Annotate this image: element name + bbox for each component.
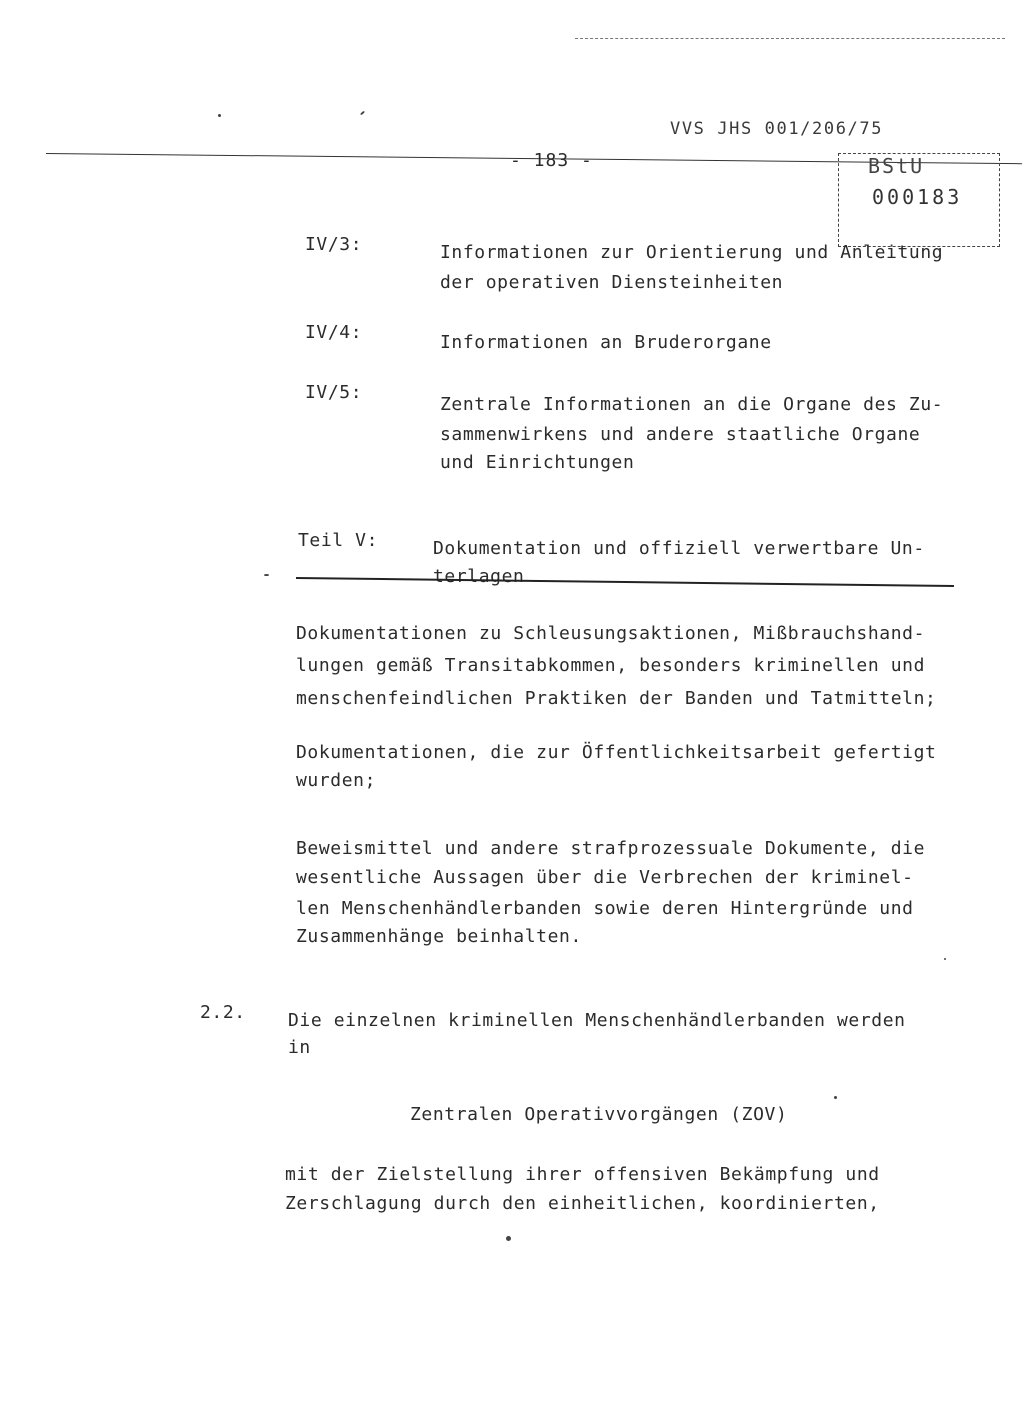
section-line: und Einrichtungen xyxy=(440,452,635,473)
paragraph-line: Zusammenhänge beinhalten. xyxy=(296,926,582,947)
section-2-2-line: in xyxy=(288,1037,311,1058)
paragraph-line: menschenfeindlichen Praktiken der Banden und Tatmitteln; xyxy=(296,688,937,709)
paragraph-line: lungen gemäß Transitabkommen, besonders kriminellen und xyxy=(296,655,926,676)
scan-speck xyxy=(360,111,365,116)
section-label: IV/3: xyxy=(305,234,363,255)
centered-line: Zentralen Operativvorgängen (ZOV) xyxy=(410,1104,788,1125)
section-2-2-line: Die einzelnen kriminellen Menschenhändlerbanden werden xyxy=(288,1010,906,1031)
stamp-number: 000183 xyxy=(872,185,963,209)
paragraph-line: Beweismittel und andere strafprozessuale Dokumente, die xyxy=(296,838,926,859)
paragraph-line: wurden; xyxy=(296,770,377,791)
paragraph-line: wesentliche Aussagen über die Verbrechen der kriminel- xyxy=(296,867,914,888)
paragraph-line: len Menschenhändlerbanden sowie deren Hintergründe und xyxy=(296,898,914,919)
page-number: - 183 - xyxy=(510,150,593,171)
section-line: Informationen an Bruderorgane xyxy=(440,332,772,353)
top-dashed-line xyxy=(575,38,1005,39)
scan-speck xyxy=(506,1236,511,1241)
scan-speck xyxy=(264,574,269,576)
section-label: IV/4: xyxy=(305,322,363,343)
continuation-line: Zerschlagung durch den einheitlichen, koordinierten, xyxy=(285,1193,880,1214)
stamp-archive-label: BStU xyxy=(868,154,925,178)
teil-v-heading-line: terlagen xyxy=(433,566,525,587)
scan-speck xyxy=(944,958,946,960)
scan-speck xyxy=(834,1096,837,1099)
teil-v-label: Teil V: xyxy=(298,530,379,551)
section-line: Zentrale Informationen an die Organe des Zu- xyxy=(440,394,944,415)
section-line: der operativen Diensteinheiten xyxy=(440,272,784,293)
continuation-line: mit der Zielstellung ihrer offensiven Bekämpfung und xyxy=(285,1164,880,1185)
section-label: IV/5: xyxy=(305,382,363,403)
document-reference: VVS JHS 001/206/75 xyxy=(670,119,884,139)
teil-v-underline xyxy=(296,577,954,587)
section-line: sammenwirkens und andere staatliche Organe xyxy=(440,424,921,445)
section-number: 2.2. xyxy=(200,1002,246,1023)
paragraph-line: Dokumentationen zu Schleusungsaktionen, Mißbrauchshand- xyxy=(296,623,926,644)
section-line: Informationen zur Orientierung und Anleitung xyxy=(440,242,944,263)
teil-v-heading-line: Dokumentation und offiziell verwertbare Un- xyxy=(433,538,925,559)
paragraph-line: Dokumentationen, die zur Öffentlichkeitsarbeit gefertigt xyxy=(296,742,937,763)
scan-speck xyxy=(218,114,221,117)
